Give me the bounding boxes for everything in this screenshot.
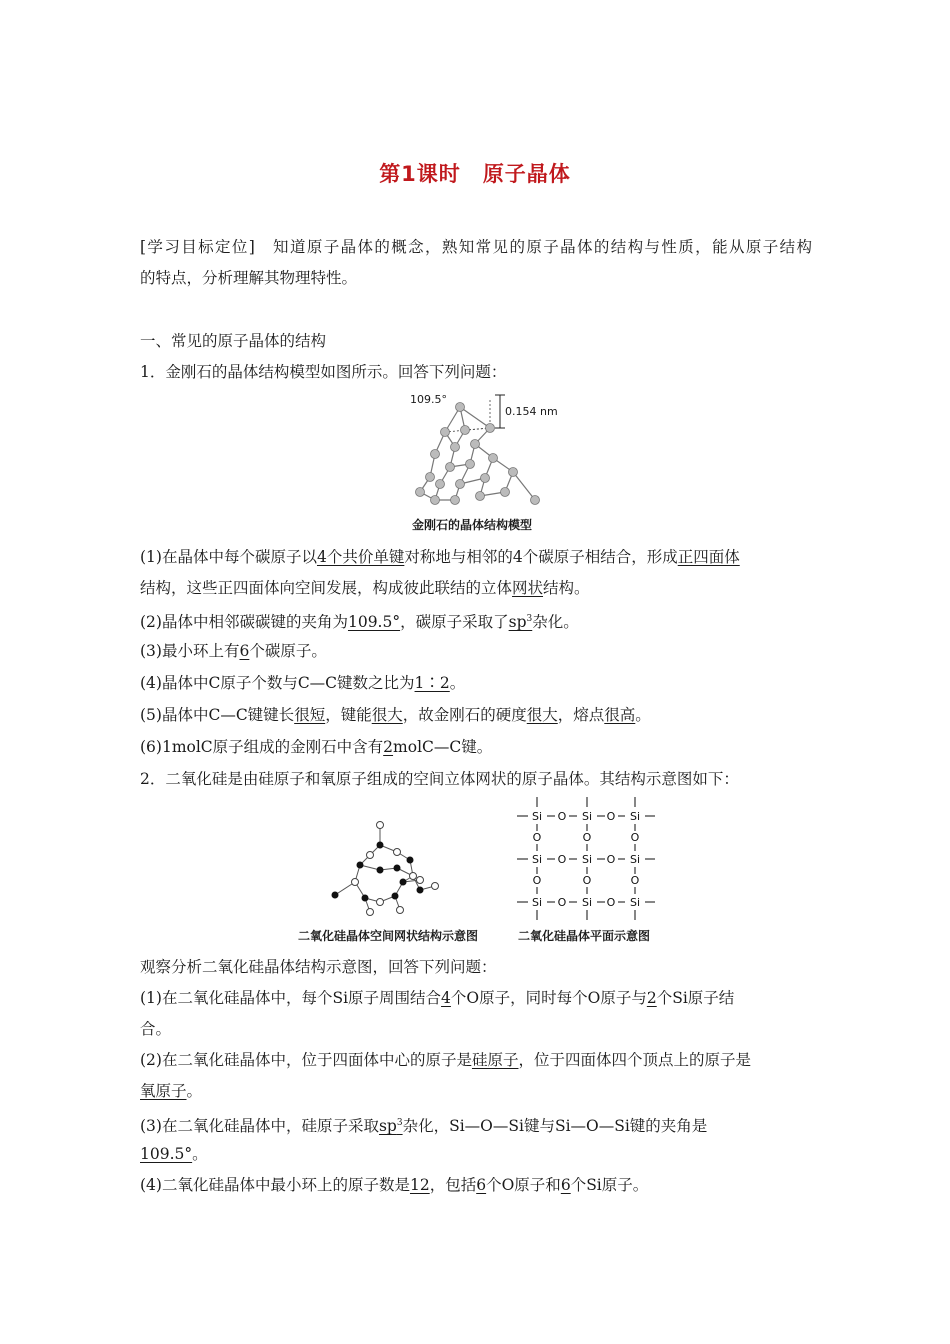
text: 结构，这些正四面体向空间发展，构成彼此联结的立体 [140, 579, 513, 597]
answer-blank: 正四面体 [677, 548, 740, 566]
o-atom-label: O [557, 896, 567, 909]
text: 个Si原子。 [570, 1176, 649, 1194]
text: (4)晶体中C原子个数与C—C键数之比为 [140, 674, 415, 692]
answer-blank: 很大 [371, 706, 403, 724]
text: ，键能 [325, 706, 372, 724]
diamond-figure-caption: 金刚石的晶体结构模型 [412, 518, 533, 532]
sio2-answer-1-line-1 [140, 987, 812, 1009]
text: (3)在二氧化硅晶体中，硅原子采取 [140, 1117, 379, 1135]
title-lesson: 第1课时 [379, 162, 461, 186]
si-atom-label: Si [581, 810, 593, 823]
text: (3)最小环上有 [140, 642, 240, 660]
superscript: 3 [526, 614, 533, 624]
o-atom-label: O [606, 896, 616, 909]
answer-blank: 很高 [604, 706, 636, 724]
text: ，熔点 [557, 706, 605, 724]
text: 。 [186, 1082, 203, 1100]
text: (6)1molC原子组成的金刚石中含有 [140, 738, 384, 756]
text: 。 [635, 706, 651, 724]
objective-line-2: 的特点，分析理解其物理特性。 [140, 269, 358, 287]
text: (2)在二氧化硅晶体中，位于四面体中心的原子是 [140, 1051, 472, 1069]
text: ，位于四面体四个顶点上的原子是 [518, 1051, 751, 1069]
o-atom-label: O [557, 810, 567, 823]
text: 。 [449, 674, 466, 692]
text: 个O原子，同时每个O原子与 [450, 989, 647, 1007]
answer-blank: 网状 [512, 579, 544, 597]
text: 个O原子和 [486, 1176, 561, 1194]
si-atom-label: Si [629, 853, 641, 866]
answer-blank: 4 [441, 989, 451, 1007]
o-atom-label: O [630, 874, 640, 887]
answer-blank: 硅原子 [471, 1051, 519, 1069]
text: sp [378, 1117, 397, 1135]
answer-blank: 109.5° [347, 613, 401, 631]
si-atom-label: Si [531, 896, 543, 909]
title-topic: 原子晶体 [482, 162, 571, 186]
answer-blank: 氧原子 [140, 1082, 187, 1100]
o-atom-label: O [606, 810, 616, 823]
answer-blank: 6 [239, 642, 250, 660]
answer-2 [140, 608, 812, 633]
o-atom-label: O [557, 853, 567, 866]
objective-line-1: [学习目标定位] 知道原子晶体的概念，熟知常见的原子晶体的结构与性质，能从原子结构 [140, 238, 812, 256]
si-atom-label: Si [629, 896, 641, 909]
sio2-answer-2-line-1 [140, 1049, 812, 1071]
text: 。 [192, 1145, 208, 1163]
text: (4)二氧化硅晶体中最小环上的原子数是 [140, 1176, 410, 1194]
answer-blank: 很短 [294, 706, 326, 724]
text: ，碳原子采取了 [400, 613, 509, 631]
sio2-3d-caption: 二氧化硅晶体空间网状结构示意图 [298, 929, 479, 943]
sio2-planar-caption: 二氧化硅晶体平面示意图 [518, 929, 651, 943]
text: 对称地与相邻的4个碳原子相结合，形成 [404, 548, 678, 566]
si-atom-label: Si [531, 853, 543, 866]
answer-1-line-2 [140, 577, 812, 599]
o-atom-label: O [582, 874, 592, 887]
angle-label: 109.5° [410, 393, 447, 406]
answer-blank: 2 [383, 738, 394, 756]
observe-intro: 观察分析二氧化硅晶体结构示意图，回答下列问题： [140, 958, 497, 976]
text: (1)在晶体中每个碳原子以 [140, 548, 317, 566]
answer-6 [140, 736, 812, 758]
text: (1)在二氧化硅晶体中，每个Si原子周围结合 [140, 989, 442, 1007]
answer-blank: 6 [560, 1176, 571, 1194]
si-atom-label: Si [629, 810, 641, 823]
sio2-answer-3-line-2 [140, 1143, 812, 1165]
text: molC—C键。 [393, 738, 493, 756]
text: 杂化，Si—O—Si键与Si—O—Si键的夹角是 [402, 1117, 708, 1135]
o-atom-label: O [630, 831, 640, 844]
answer-blank [379, 1117, 403, 1135]
sio2-answer-2-line-2 [140, 1080, 812, 1102]
answer-blank: 很大 [526, 706, 558, 724]
o-atom-label: O [582, 831, 592, 844]
superscript: 3 [396, 1118, 403, 1128]
si-atom-label: Si [581, 853, 593, 866]
text: ，包括 [429, 1176, 477, 1194]
answer-1-line-1 [140, 546, 812, 568]
o-atom-label: O [532, 831, 542, 844]
sio2-answer-1-line-2: 合。 [140, 1020, 172, 1038]
section-heading: 一、常见的原子晶体的结构 [140, 332, 327, 350]
si-atom-label: Si [531, 810, 543, 823]
sio2-3d-structure-figure [325, 820, 445, 920]
answer-3 [140, 640, 812, 662]
o-atom-label: O [606, 853, 616, 866]
sio2-answer-3-line-1 [140, 1112, 812, 1137]
text: (5)晶体中C—C键键长 [140, 706, 295, 724]
text: 个碳原子。 [249, 642, 327, 660]
sio2-answer-4 [140, 1174, 812, 1196]
text: 杂化。 [532, 613, 579, 631]
answer-blank [509, 613, 533, 631]
sio2-planar-figure [515, 797, 655, 922]
answer-blank: 4个共价单键 [316, 548, 405, 566]
answer-blank: 12 [409, 1176, 430, 1194]
question-2-intro: 2．二氧化硅是由硅原子和氧原子组成的空间立体网状的原子晶体。其结构示意图如下： [140, 770, 739, 788]
answer-5 [140, 704, 812, 726]
answer-blank: 109.5° [140, 1145, 193, 1163]
bond-length-label: 0.154 nm [505, 405, 558, 418]
text: 个Si原子结 [656, 989, 735, 1007]
text: (2)晶体中相邻碳碳键的夹角为 [140, 613, 348, 631]
text: sp [508, 613, 527, 631]
text: 结构。 [543, 579, 590, 597]
si-atom-label: Si [581, 896, 593, 909]
text: ，故金刚石的硬度 [402, 706, 527, 724]
question-1-intro: 1．金刚石的晶体结构模型如图所示。回答下列问题： [140, 363, 507, 381]
answer-blank: 2 [646, 989, 657, 1007]
answer-blank: 6 [476, 1176, 487, 1194]
page-title [0, 158, 950, 188]
o-atom-label: O [532, 874, 542, 887]
answer-4 [140, 672, 812, 694]
answer-blank: 1∶2 [414, 674, 450, 692]
